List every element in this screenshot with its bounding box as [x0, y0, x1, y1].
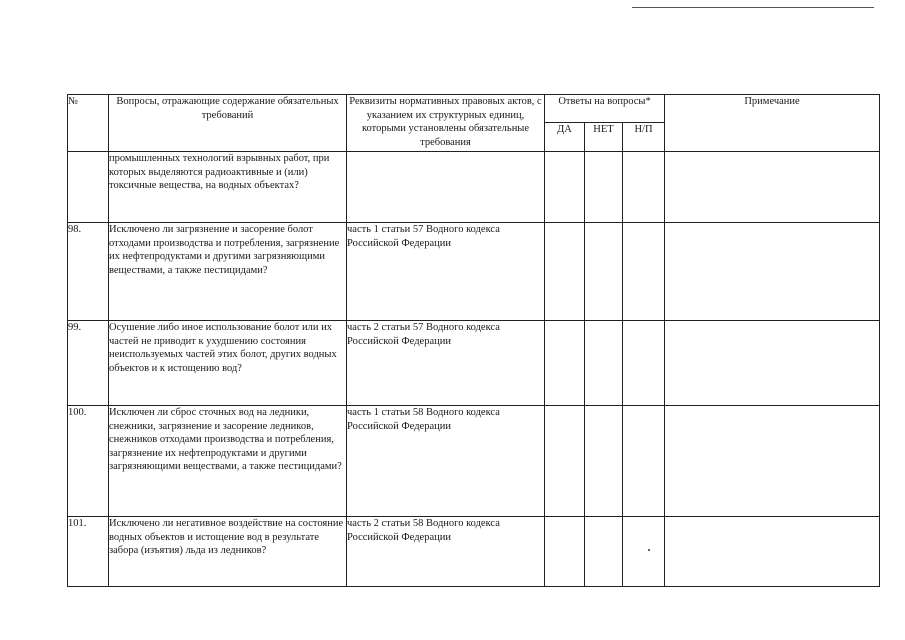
answer-no-cell[interactable] — [585, 152, 623, 223]
answer-yes-cell[interactable] — [545, 223, 585, 321]
table-row — [68, 517, 880, 587]
table-row — [68, 223, 880, 321]
header-na: Н/П — [623, 123, 665, 152]
note-cell[interactable] — [665, 223, 880, 321]
row-number: 98. — [68, 223, 109, 321]
header-yes: ДА — [545, 123, 585, 152]
answer-na-cell[interactable] — [623, 321, 665, 406]
note-cell[interactable] — [665, 517, 880, 587]
scan-speck — [648, 549, 650, 551]
header-no: НЕТ — [585, 123, 623, 152]
answer-no-cell[interactable] — [585, 517, 623, 587]
answer-na-cell[interactable] — [623, 406, 665, 517]
row-requisites: часть 2 статьи 58 Водного кодекса Российской Федерации — [347, 517, 545, 587]
row-question: Осушение либо иное использование болот или их частей не приводит к ухудшению состояния неиспользуемых частей этих болот, других водных объектов и к истощению вод? — [109, 321, 347, 406]
row-number: 100. — [68, 406, 109, 517]
requirements-table — [67, 94, 880, 587]
header-note: Примечание — [665, 95, 880, 152]
row-question: Исключено ли загрязнение и засорение болот отходами производства и потребления, загрязнение их нефтепродуктами и другими загрязняющими веществами, а также пестицидами? — [109, 223, 347, 321]
row-question: Исключен ли сброс сточных вод на ледники, снежники, загрязнение и засорение ледников, снежников отходами производства и потребления, загрязнение их нефтепродуктами и другими загрязняющими веществами, а также пестицидами? — [109, 406, 347, 517]
header-question: Вопросы, отражающие содержание обязательных требований — [109, 95, 347, 152]
table-row — [68, 152, 880, 223]
row-requisites: часть 2 статьи 57 Водного кодекса Российской Федерации — [347, 321, 545, 406]
top-rule — [632, 7, 874, 8]
row-number: 99. — [68, 321, 109, 406]
answer-no-cell[interactable] — [585, 223, 623, 321]
row-requisites: часть 1 статьи 58 Водного кодекса Российской Федерации — [347, 406, 545, 517]
answer-yes-cell[interactable] — [545, 152, 585, 223]
note-cell[interactable] — [665, 152, 880, 223]
table-row — [68, 406, 880, 517]
header-answers: Ответы на вопросы* — [545, 95, 665, 123]
answer-na-cell[interactable] — [623, 152, 665, 223]
answer-na-cell[interactable] — [623, 223, 665, 321]
answer-yes-cell[interactable] — [545, 406, 585, 517]
answer-yes-cell[interactable] — [545, 321, 585, 406]
note-cell[interactable] — [665, 321, 880, 406]
header-number: № — [68, 95, 109, 152]
row-number — [68, 152, 109, 223]
answer-na-cell[interactable] — [623, 517, 665, 587]
row-question: Исключено ли негативное воздействие на состояние водных объектов и истощение вод в результате забора (изъятия) льда из ледников? — [109, 517, 347, 587]
answer-no-cell[interactable] — [585, 321, 623, 406]
note-cell[interactable] — [665, 406, 880, 517]
row-question: промышленных технологий взрывных работ, при которых выделяются радиоактивные и (или) токсичные вещества, на водных объектах? — [109, 152, 347, 223]
header-requisites: Реквизиты нормативных правовых актов, с указанием их структурных единиц, которыми установлены обязательные требования — [347, 95, 545, 152]
answer-no-cell[interactable] — [585, 406, 623, 517]
row-requisites: часть 1 статьи 57 Водного кодекса Российской Федерации — [347, 223, 545, 321]
row-requisites — [347, 152, 545, 223]
row-number: 101. — [68, 517, 109, 587]
table-row — [68, 321, 880, 406]
answer-yes-cell[interactable] — [545, 517, 585, 587]
